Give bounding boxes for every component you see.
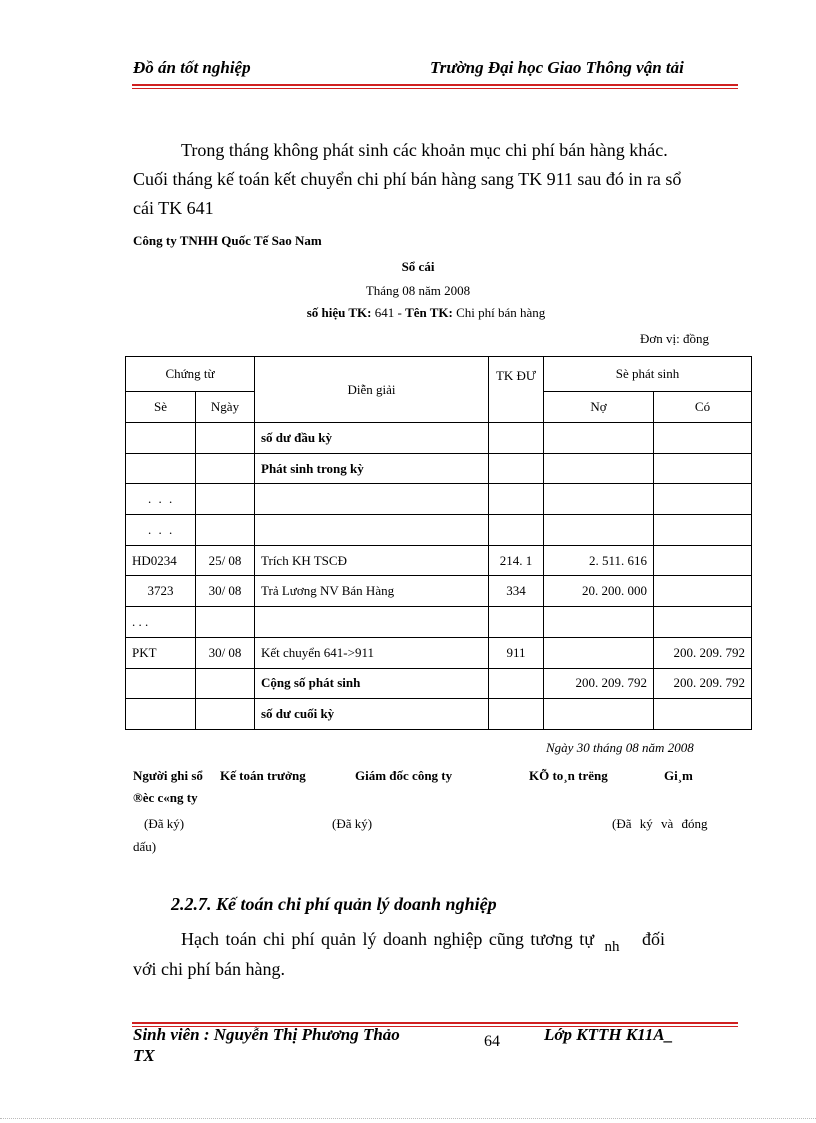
table-row [126, 576, 752, 607]
table-row [126, 699, 752, 730]
cell-date [196, 484, 255, 515]
cell-desc [255, 515, 489, 546]
cell-no [126, 699, 196, 730]
sig-auditor: KÕ to¸n trëng [529, 768, 608, 783]
company-name: Công ty TNHH Quốc Tế Sao Nam [133, 233, 322, 248]
cell-desc: Trích KH TSCĐ [255, 545, 489, 576]
header-row-1 [126, 357, 752, 392]
cell-tk [489, 453, 544, 484]
page-bottom-edge [0, 1118, 816, 1119]
ledger-table [125, 356, 752, 730]
table-row [126, 453, 752, 484]
cell-debit [544, 607, 654, 638]
sig-signed-1: (Đã ký) [144, 816, 185, 831]
table-row [126, 545, 752, 576]
cell-desc [255, 484, 489, 515]
intro-line-2: Cuối tháng kế toán kết chuyển chi phí bán hàng sang TK 911 sau đó in ra sổ [133, 169, 682, 189]
cell-credit [654, 484, 752, 515]
cell-tk: 214. 1 [489, 545, 544, 576]
cell-debit: 200. 209. 792 [544, 668, 654, 699]
section-text-line-2: với chi phí bán hàng. [133, 959, 285, 979]
cell-desc [255, 607, 489, 638]
cell-no [126, 668, 196, 699]
cell-debit [544, 515, 654, 546]
header-rule-thin [132, 88, 738, 89]
cell-credit: 200. 209. 792 [654, 668, 752, 699]
cell-no [126, 453, 196, 484]
header-date: Ngày [196, 392, 255, 423]
cell-credit [654, 607, 752, 638]
table-row [126, 668, 752, 699]
cell-tk: 911 [489, 637, 544, 668]
cell-no: HD0234 [126, 545, 196, 576]
header-number: Sè [126, 392, 196, 423]
cell-date: 25/ 08 [196, 545, 255, 576]
header-right: Trường Đại học Giao Thông vận tải [430, 58, 684, 77]
cell-credit [654, 453, 752, 484]
account-name: Chi phí bán hàng [456, 305, 546, 320]
intro-line-1: Trong tháng không phát sinh các khoản mục chi phí bán hàng khác. [181, 140, 668, 160]
cell-date: 30/ 08 [196, 576, 255, 607]
cell-debit: 20. 200. 000 [544, 576, 654, 607]
header-credit: Có [654, 392, 752, 423]
cell-debit [544, 699, 654, 730]
section-text-end: đối [641, 929, 665, 949]
cell-debit [544, 423, 654, 454]
ledger-title: Sổ cái [401, 259, 435, 274]
footer-student: Sinh viên : Nguyễn Thị Phương Thảo [133, 1025, 400, 1044]
account-number: 641 [374, 305, 395, 320]
cell-debit [544, 484, 654, 515]
header-left: Đồ án tốt nghiệp [133, 58, 251, 77]
cell-date [196, 423, 255, 454]
cell-desc: số dư cuối kỳ [255, 699, 489, 730]
cell-desc: Kết chuyển 641->911 [255, 637, 489, 668]
header-debit: Nợ [544, 392, 654, 423]
sig-gm-part1: Gi¸m [664, 768, 693, 783]
cell-credit [654, 576, 752, 607]
header-description: Diễn giải [255, 357, 489, 423]
table-row [126, 484, 752, 515]
header-amount: Sè phát sinh [544, 357, 752, 392]
header-tk-du [489, 357, 544, 423]
table-row [126, 423, 752, 454]
header-rule [132, 84, 738, 86]
cell-tk: 334 [489, 576, 544, 607]
page-number: 64 [484, 1033, 500, 1050]
cell-credit [654, 545, 752, 576]
table-row [126, 637, 752, 668]
cell-tk [489, 423, 544, 454]
cell-desc: số dư đầu kỳ [255, 423, 489, 454]
footer-class: Lớp KTTH K11A_ [544, 1025, 674, 1044]
cell-credit [654, 515, 752, 546]
cell-debit [544, 453, 654, 484]
header-voucher: Chứng từ [126, 357, 255, 392]
cell-debit [544, 637, 654, 668]
cell-credit [654, 699, 752, 730]
sig-signed-3-cont: dấu) [133, 839, 157, 854]
cell-credit: 200. 209. 792 [654, 637, 752, 668]
sig-chief-accountant: Kế toán trưởng [220, 768, 306, 783]
cell-no: . . . [126, 607, 196, 638]
cell-tk [489, 699, 544, 730]
cell-date [196, 699, 255, 730]
cell-tk [489, 484, 544, 515]
cell-date [196, 607, 255, 638]
ledger-period: Tháng 08 năm 2008 [365, 283, 471, 298]
table-row [126, 607, 752, 638]
account-label: số hiệu TK: [306, 305, 372, 320]
table-row [126, 515, 752, 546]
header-tk-du-text: TK ĐƯ [495, 368, 537, 383]
section-text-main: Hạch toán chi phí quản lý doanh nghiệp cũng tương tự [181, 929, 594, 949]
cell-debit: 2. 511. 616 [544, 545, 654, 576]
cell-desc: Cộng số phát sinh [255, 668, 489, 699]
footer-rule [132, 1022, 738, 1024]
cell-tk [489, 607, 544, 638]
account-name-label: Tên TK: [405, 305, 453, 320]
ledger-account-line [0, 305, 816, 321]
cell-no: . . . [126, 484, 196, 515]
ledger-date: Ngày 30 tháng 08 năm 2008 [546, 740, 694, 755]
unit-label: Đơn vị: đồng [640, 331, 709, 346]
sig-gm-part2: ®èc c«ng ty [133, 790, 198, 805]
cell-tk [489, 668, 544, 699]
sig-signed-2: (Đã ký) [332, 816, 373, 831]
cell-no: PKT [126, 637, 196, 668]
footer-student-cont: TX [133, 1046, 155, 1065]
sig-director: Giám đốc công ty [355, 768, 453, 783]
cell-no: 3723 [126, 576, 196, 607]
cell-desc: Phát sinh trong kỳ [255, 453, 489, 484]
cell-credit [654, 423, 752, 454]
cell-date [196, 515, 255, 546]
sig-recorder: Người ghi sổ [133, 768, 203, 783]
intro-line-3: cái TK 641 [133, 198, 214, 218]
cell-desc: Trả Lương NV Bán Hàng [255, 576, 489, 607]
section-heading: 2.2.7. Kế toán chi phí quản lý doanh nghiệp [171, 894, 497, 914]
sig-signed-3: (Đã ký và đóng [612, 816, 708, 831]
cell-date [196, 668, 255, 699]
cell-tk [489, 515, 544, 546]
cell-no [126, 423, 196, 454]
cell-no: . . . [126, 515, 196, 546]
section-text-nh: nh [604, 939, 620, 955]
cell-date [196, 453, 255, 484]
cell-date: 30/ 08 [196, 637, 255, 668]
account-sep: - [397, 305, 402, 320]
section-text-line-1 [181, 925, 665, 956]
